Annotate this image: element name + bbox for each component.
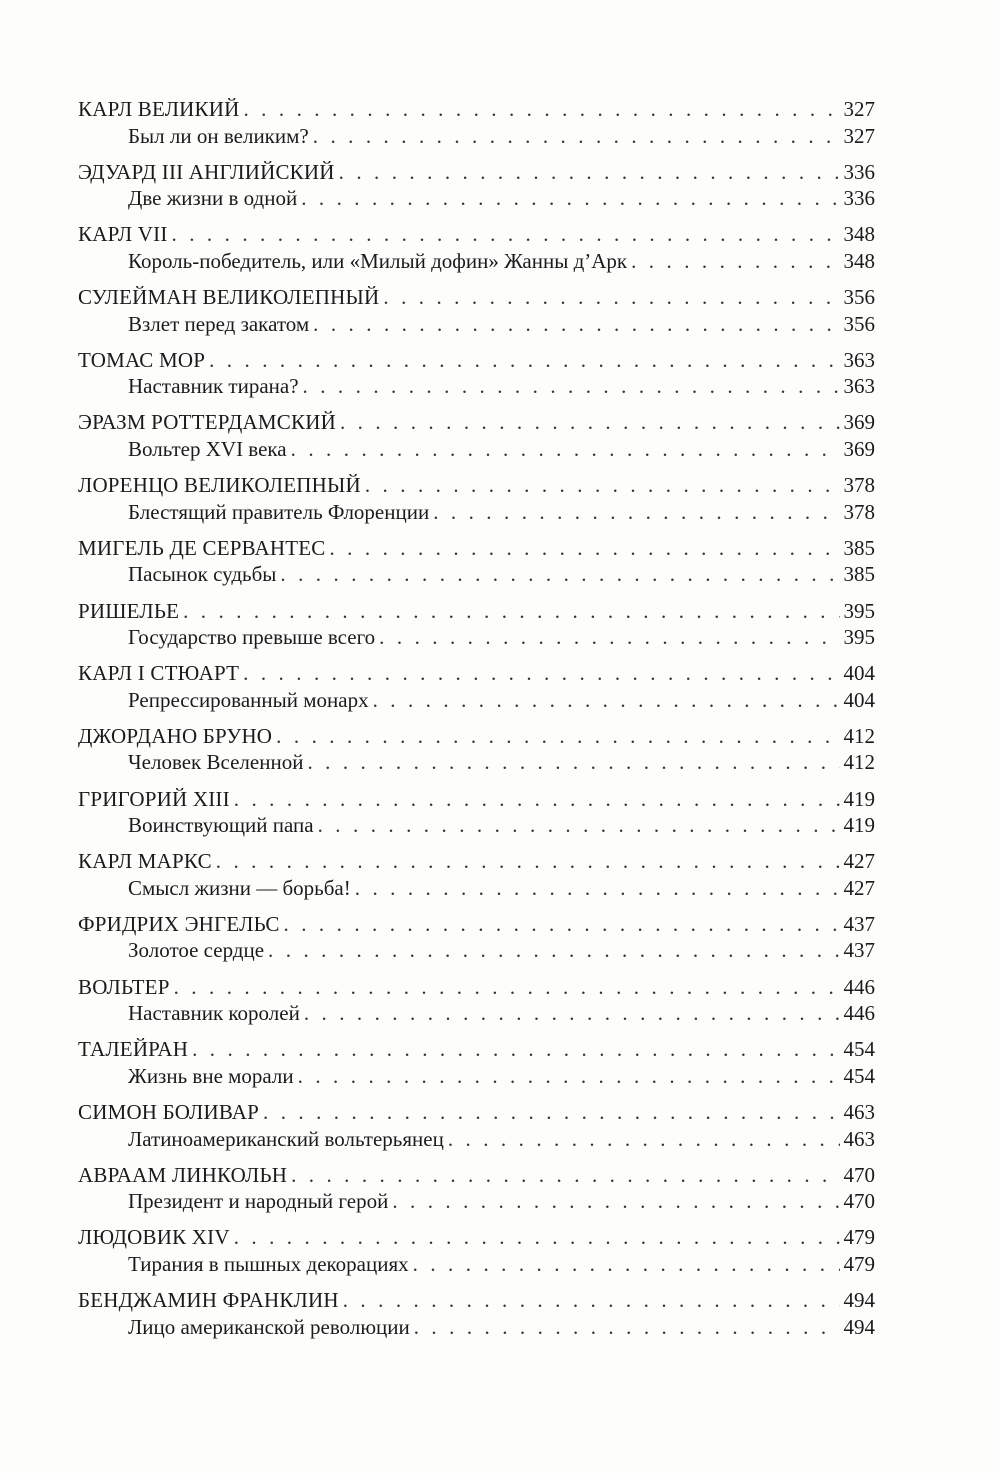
dot-leader [280, 561, 839, 588]
dot-leader [379, 624, 839, 651]
page-number: 494 [843, 1288, 875, 1313]
chapter-subtitle-line [78, 1063, 875, 1090]
toc-entry [78, 598, 875, 651]
table-of-contents [78, 96, 875, 1350]
chapter-subtitle-text: Государство превыше всего [128, 625, 376, 649]
chapter-subtitle-text: Тирания в пышных декорациях [128, 1251, 409, 1276]
chapter-heading-line [78, 1162, 875, 1189]
dot-leader [392, 1188, 839, 1215]
chapter-subtitle-line [78, 1000, 875, 1027]
chapter-subtitle-text: Золотое сердце [128, 938, 265, 963]
toc-entry [78, 96, 875, 149]
dot-leader [365, 472, 840, 499]
page-number: 395 [843, 598, 875, 623]
chapter-heading-text: СУЛЕЙМАН ВЕЛИКОЛЕПНЫЙ [78, 285, 380, 310]
chapter-subtitle-text: Смысл жизни — борьба! [128, 875, 351, 900]
dot-leader [192, 1036, 839, 1063]
chapter-subtitle-line [78, 185, 875, 212]
dot-leader [373, 687, 840, 714]
page-number: 454 [843, 1063, 875, 1088]
chapter-subtitle-text: Лицо американской революции [128, 1314, 410, 1339]
chapter-heading-line [78, 535, 875, 562]
dot-leader [209, 347, 839, 374]
toc-entry [78, 221, 875, 274]
page-number: 356 [843, 311, 875, 336]
chapter-subtitle-line [78, 561, 875, 588]
chapter-subtitle-text: Вольтер XVI века [128, 436, 287, 461]
chapter-subtitle-text: Воинствующий папа [128, 813, 314, 838]
toc-entry [78, 1162, 875, 1215]
chapter-heading-text: ВОЛЬТЕР [78, 974, 170, 999]
chapter-subtitle-text: Наставник тирана? [128, 374, 299, 399]
chapter-heading-line [78, 848, 875, 875]
page-number: 404 [843, 687, 875, 712]
chapter-subtitle-text: Наставник королей [128, 1001, 300, 1026]
dot-leader [631, 248, 839, 275]
dot-leader [263, 1099, 840, 1126]
toc-entry [78, 284, 875, 337]
toc-entry [78, 1099, 875, 1152]
chapter-heading-line [78, 347, 875, 374]
chapter-subtitle-line [78, 937, 875, 964]
page-number: 385 [843, 535, 875, 560]
chapter-subtitle-line [78, 1251, 875, 1278]
dot-leader [301, 185, 839, 212]
page-number: 412 [843, 750, 875, 775]
chapter-heading-line [78, 409, 875, 436]
toc-entry [78, 1224, 875, 1277]
chapter-subtitle-text: Был ли он великим? [128, 123, 309, 148]
chapter-subtitle-line [78, 812, 875, 839]
chapter-heading-text: СИМОН БОЛИВАР [78, 1100, 259, 1124]
chapter-heading-text: КАРЛ VII [78, 222, 168, 247]
toc-entry [78, 1287, 875, 1340]
chapter-subtitle-line [78, 373, 875, 400]
page-number: 454 [843, 1037, 875, 1062]
chapter-heading-line [78, 221, 875, 248]
chapter-heading-line [78, 96, 875, 123]
page-number: 427 [843, 849, 875, 874]
chapter-heading-line [78, 911, 875, 938]
dot-leader [183, 598, 839, 625]
chapter-subtitle-line [78, 687, 875, 714]
chapter-heading-text: КАРЛ I СТЮАРТ [78, 661, 240, 686]
dot-leader [307, 749, 839, 776]
dot-leader [313, 311, 839, 338]
chapter-subtitle-line [78, 499, 875, 526]
toc-entry [78, 911, 875, 964]
chapter-subtitle-line [78, 624, 875, 651]
toc-entry [78, 535, 875, 588]
toc-entry [78, 786, 875, 839]
chapter-subtitle-line [78, 436, 875, 463]
dot-leader [304, 1000, 840, 1027]
dot-leader [234, 1224, 840, 1251]
chapter-subtitle-text: Человек Вселенной [128, 750, 304, 775]
chapter-subtitle-text: Жизнь вне морали [128, 1063, 294, 1088]
chapter-heading-text: ЛОРЕНЦО ВЕЛИКОЛЕПНЫЙ [78, 473, 361, 498]
chapter-heading-line [78, 1224, 875, 1251]
dot-leader [318, 812, 840, 839]
page-number: 427 [843, 875, 875, 900]
chapter-heading-line [78, 786, 875, 813]
dot-leader [303, 373, 840, 400]
chapter-subtitle-text: Латиноамериканский вольтерьянец [128, 1126, 444, 1151]
chapter-heading-text: ЭДУАРД III АНГЛИЙСКИЙ [78, 159, 335, 184]
chapter-heading-text: ЭРАЗМ РОТТЕРДАМСКИЙ [78, 410, 336, 435]
chapter-subtitle-text: Две жизни в одной [128, 186, 298, 211]
toc-entry [78, 409, 875, 462]
page-number: 437 [843, 911, 875, 936]
page-number: 463 [843, 1100, 875, 1124]
page-number: 378 [843, 499, 875, 524]
chapter-subtitle-line [78, 1314, 875, 1341]
page-number: 470 [843, 1189, 875, 1214]
chapter-subtitle-line [78, 248, 875, 275]
toc-entry [78, 723, 875, 776]
chapter-subtitle-line [78, 875, 875, 902]
page-number: 463 [843, 1126, 875, 1151]
page-number: 437 [843, 938, 875, 963]
dot-leader [276, 723, 839, 750]
chapter-heading-text: ФРИДРИХ ЭНГЕЛЬС [78, 911, 280, 936]
chapter-heading-line [78, 1036, 875, 1063]
dot-leader [329, 535, 839, 562]
page-number: 369 [843, 410, 875, 435]
dot-leader [355, 875, 840, 902]
dot-leader [313, 123, 840, 150]
chapter-heading-text: МИГЕЛЬ ДЕ СЕРВАНТЕС [78, 535, 326, 560]
page-number: 404 [843, 661, 875, 686]
page-number: 336 [843, 159, 875, 184]
dot-leader [383, 284, 839, 311]
dot-leader [234, 786, 840, 813]
page-number: 348 [843, 222, 875, 247]
chapter-heading-line [78, 1099, 875, 1126]
chapter-subtitle-text: Президент и народный герой [128, 1189, 389, 1214]
page-number: 470 [843, 1162, 875, 1187]
dot-leader [414, 1314, 840, 1341]
page-number: 395 [843, 625, 875, 649]
chapter-heading-line [78, 1287, 875, 1314]
chapter-subtitle-text: Блестящий правитель Флоренции [128, 499, 430, 524]
chapter-heading-text: ЛЮДОВИК XIV [78, 1225, 230, 1250]
toc-entry [78, 159, 875, 212]
chapter-subtitle-text: Пасынок судьбы [128, 562, 277, 587]
dot-leader [216, 848, 840, 875]
page-number: 385 [843, 562, 875, 587]
dot-leader [243, 96, 839, 123]
dot-leader [339, 159, 840, 186]
page-number: 369 [843, 436, 875, 461]
chapter-subtitle-text: Взлет перед закатом [128, 311, 310, 336]
dot-leader [174, 974, 840, 1001]
dot-leader [243, 660, 839, 687]
chapter-heading-text: ТОМАС МОР [78, 347, 206, 372]
page-number: 327 [843, 123, 875, 148]
dot-leader [291, 1162, 839, 1189]
chapter-heading-text: КАРЛ ВЕЛИКИЙ [78, 97, 240, 121]
chapter-heading-line [78, 159, 875, 186]
chapter-heading-line [78, 723, 875, 750]
toc-entry [78, 660, 875, 713]
toc-entry [78, 472, 875, 525]
page-number: 419 [843, 786, 875, 811]
page-number: 363 [843, 374, 875, 399]
dot-leader [340, 409, 840, 436]
dot-leader [448, 1126, 840, 1153]
chapter-heading-text: ГРИГОРИЙ XIII [78, 786, 230, 811]
toc-entry [78, 974, 875, 1027]
chapter-subtitle-line [78, 1188, 875, 1215]
page-number: 479 [843, 1251, 875, 1276]
dot-leader [298, 1063, 840, 1090]
dot-leader [413, 1251, 840, 1278]
page-number: 363 [843, 347, 875, 372]
chapter-subtitle-line [78, 749, 875, 776]
dot-leader [433, 499, 839, 526]
dot-leader [284, 911, 840, 938]
page-number: 336 [843, 186, 875, 211]
chapter-heading-line [78, 974, 875, 1001]
toc-entry [78, 1036, 875, 1089]
chapter-subtitle-text: Репрессированный монарх [128, 687, 369, 712]
page-number: 378 [843, 473, 875, 498]
toc-entry [78, 848, 875, 901]
chapter-heading-text: РИШЕЛЬЕ [78, 598, 180, 623]
chapter-heading-text: ДЖОРДАНО БРУНО [78, 723, 273, 748]
chapter-heading-text: КАРЛ МАРКС [78, 849, 212, 874]
chapter-heading-line [78, 472, 875, 499]
page-number: 348 [843, 248, 875, 273]
dot-leader [343, 1287, 840, 1314]
dot-leader [268, 937, 839, 964]
chapter-heading-line [78, 660, 875, 687]
page-number: 446 [843, 1001, 875, 1026]
page-number: 327 [843, 97, 875, 121]
chapter-heading-text: БЕНДЖАМИН ФРАНКЛИН [78, 1288, 339, 1313]
dot-leader [172, 221, 840, 248]
chapter-heading-text: ТАЛЕЙРАН [78, 1037, 189, 1062]
chapter-heading-text: АВРААМ ЛИНКОЛЬН [78, 1162, 288, 1187]
toc-entry [78, 347, 875, 400]
chapter-subtitle-line [78, 123, 875, 150]
page-number: 494 [843, 1314, 875, 1339]
dot-leader [291, 436, 840, 463]
chapter-subtitle-line [78, 311, 875, 338]
page-number: 479 [843, 1225, 875, 1250]
chapter-heading-line [78, 284, 875, 311]
page-number: 446 [843, 974, 875, 999]
page-number: 412 [843, 723, 875, 748]
page-number: 356 [843, 285, 875, 310]
chapter-subtitle-text: Король-победитель, или «Милый дофин» Жанны д’Арк [128, 248, 628, 273]
chapter-heading-line [78, 598, 875, 625]
page-number: 419 [843, 813, 875, 838]
chapter-subtitle-line [78, 1126, 875, 1153]
